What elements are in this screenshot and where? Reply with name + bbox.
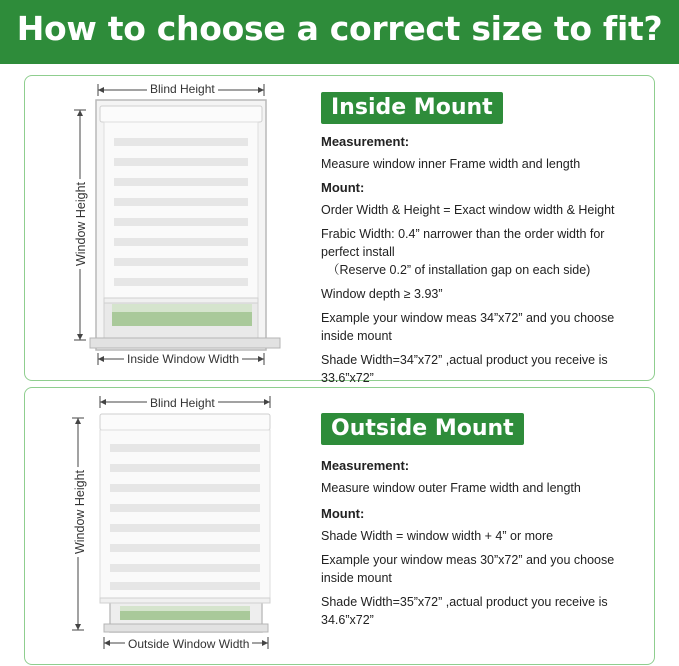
inside-mount-illustration <box>70 80 295 375</box>
inside-window-width-label: Inside Window Width <box>124 352 242 366</box>
inside-measurement-heading: Measurement: <box>321 134 410 149</box>
outside-mount-illustration <box>68 392 293 660</box>
outside-mount-badge: Outside Mount <box>321 413 524 445</box>
outside-line: Example your window meas 30”x72” and you choose inside mount <box>321 553 615 585</box>
inside-line: Window depth ≥ 3.93” <box>321 287 443 301</box>
inside-window-height-label: Window Height <box>74 179 88 269</box>
outside-window-height-label: Window Height <box>73 467 87 557</box>
inside-mount-badge: Inside Mount <box>321 92 503 124</box>
inside-line: Frabic Width: 0.4” narrower than the order width for perfect install <box>321 227 605 259</box>
outside-mount-heading: Mount: <box>321 506 365 521</box>
outside-line: Shade Width=35”x72” ,actual product you receive is 34.6”x72” <box>321 595 608 627</box>
inside-line: Shade Width=34”x72” ,actual product you receive is 33.6”x72” <box>321 353 608 385</box>
inside-line: Order Width & Height = Exact window width & Height <box>321 203 615 217</box>
inside-measurement-text: Measure window inner Frame width and length <box>321 157 581 171</box>
outside-line: Shade Width = window width + 4” or more <box>321 529 554 543</box>
outside-blind-height-label: Blind Height <box>147 396 218 410</box>
page-title: How to choose a correct size to fit? <box>16 9 663 48</box>
inside-mount-heading: Mount: <box>321 180 365 195</box>
header-banner <box>0 0 679 64</box>
outside-mount-text <box>321 457 621 635</box>
outside-measurement-text: Measure window outer Frame width and length <box>321 481 581 495</box>
outside-window-width-label: Outside Window Width <box>125 637 252 651</box>
inside-blind-height-label: Blind Height <box>147 82 218 96</box>
outside-measurement-heading: Measurement: <box>321 458 410 473</box>
inside-line: Example your window meas 34”x72” and you choose inside mount <box>321 311 615 343</box>
inside-mount-text <box>321 133 621 393</box>
inside-line: （Reserve 0.2” of installation gap on each side) <box>327 263 591 277</box>
